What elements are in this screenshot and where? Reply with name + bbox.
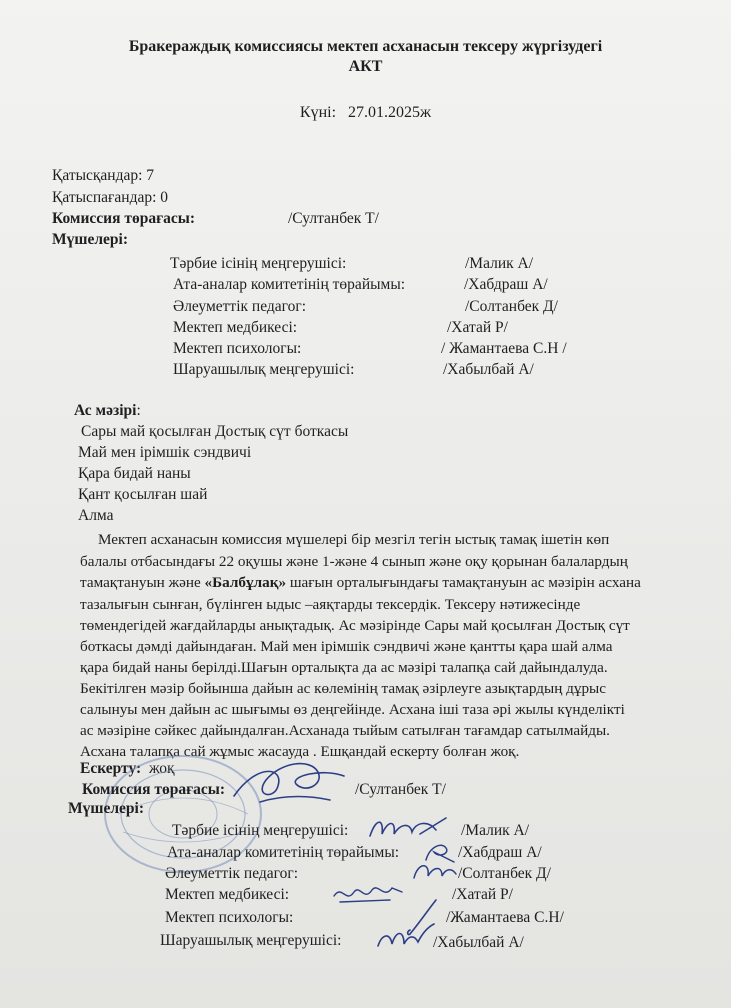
- report-line: Мектеп асханасын комиссия мүшелері бір мезгіл тегін ыстық тамақ ішетін көп: [98, 531, 610, 548]
- report-line: салынуы мен дайын ас шығымы өз деңгейінде. Асхана іші таза әрі жылы күнделікті: [80, 701, 625, 718]
- date-label: Күні:: [299, 104, 337, 121]
- member-name: / Жамантаева С.Н /: [441, 340, 567, 357]
- member-name: /Солтанбек Д/: [465, 298, 558, 315]
- report-line-part: шағын орталығындағы тамақтануын ас мәзірін асхана: [289, 574, 641, 591]
- member-name: /Малик А/: [465, 255, 534, 272]
- member-role: Мектеп медбикесі:: [173, 319, 298, 336]
- chair-label: Комиссия төрағасы:: [52, 210, 196, 227]
- member-role: Мектеп психологы:: [173, 340, 302, 357]
- member-name: /Хабдраш А/: [458, 844, 542, 861]
- member-role: Шаруашылық меңгерушісі:: [160, 932, 342, 949]
- member-role: Тәрбие ісінің меңгерушісі:: [172, 822, 349, 839]
- note-value: жоқ: [148, 760, 175, 777]
- report-line: Бекітілген мәзір бойынша дайын ас көлемінің тамақ әзірлеуге азықтардың дұрыс: [80, 680, 606, 697]
- member-name: /Хатай Р/: [447, 319, 508, 336]
- report-line: Асхана талапқа сай жұмыс жасауда . Ешқандай ескерту болған жоқ.: [80, 743, 520, 760]
- menu-item: Қант қосылған шай: [78, 486, 208, 503]
- member-name: /Солтанбек Д/: [458, 865, 551, 882]
- report-line-part: тамақтануын және: [80, 574, 201, 591]
- chair-name: /Султанбек Т/: [288, 210, 379, 227]
- menu-heading: [74, 402, 141, 420]
- member-role: Мектеп медбикесі:: [165, 886, 290, 903]
- member-role: Мектеп психологы:: [165, 909, 294, 926]
- member-signature: [374, 920, 438, 956]
- member-name: /Малик А/: [461, 822, 530, 839]
- report-line: боткасы дәмді дайындаған. Май мен ірімшік сэндвичі және қантты қара шай алма: [80, 638, 613, 655]
- members-label: Мүшелері:: [68, 800, 145, 817]
- report-line: қара бидай наны берілді.Шағын орталықта да ас мәзірі талапқа сай дайындалуда.: [80, 659, 608, 676]
- chair-name: /Султанбек Т/: [355, 781, 446, 798]
- member-name: /Хабылбай А/: [433, 934, 524, 951]
- member-role: Тәрбие ісінің меңгерушісі:: [170, 255, 347, 272]
- menu-item: Қара бидай наны: [78, 465, 191, 482]
- member-signature: [330, 878, 406, 908]
- menu-item: Сары май қосылған Достық сүт боткасы: [81, 423, 349, 440]
- chair-label: Комиссия төрағасы:: [82, 781, 226, 798]
- chair-signature: [226, 756, 356, 808]
- menu-label-colon: :: [136, 402, 141, 419]
- member-role: Шаруашылық меңгерушісі:: [173, 361, 355, 378]
- member-name: /Хатай Р/: [452, 886, 513, 903]
- member-signature: [410, 858, 460, 886]
- member-role: Ата-аналар комитетінің төрайымы:: [167, 844, 400, 861]
- menu-item: Алма: [78, 507, 114, 524]
- date-value: 27.01.2025ж: [348, 104, 432, 121]
- absent-count: Қатыспағандар: 0: [52, 189, 169, 206]
- report-line: ас мәзіріне сәйкес дайындалған.Асханада тыйым сатылған тағамдар сатылмайды.: [80, 722, 610, 739]
- menu-label: Ас мәзірі: [74, 402, 137, 419]
- report-line: төмендегідей жағдайларды анықтадық. Ас мәзірінде Сары май қосылған Достық сүт: [80, 617, 630, 634]
- report-highlight: «Балбұлақ»: [204, 574, 287, 591]
- present-count: Қатысқандар: 7: [52, 167, 155, 184]
- report-line: [80, 574, 641, 592]
- note-label: Ескерту:: [80, 760, 142, 777]
- members-label: Мүшелері:: [52, 231, 129, 248]
- member-role: Әлеуметтік педагог:: [165, 865, 299, 882]
- member-name: /Хабылбай А/: [443, 361, 534, 378]
- member-name: /Жамантаева С.Н/: [446, 909, 564, 926]
- document-subtitle: АКТ: [348, 58, 383, 75]
- menu-item: Май мен ірімшік сэндвичі: [78, 444, 252, 461]
- report-line: балалы отбасындағы 22 оқушы және 1-және 4 сынып және оқу қорынан балалардың: [80, 553, 628, 570]
- document-title: Бракераждық комиссиясы мектеп асханасын тексеру жүргізудегі: [128, 38, 603, 55]
- member-role: Ата-аналар комитетінің төрайымы:: [173, 276, 406, 293]
- document-date: [0, 104, 731, 122]
- member-role: Әлеуметтік педагог:: [173, 298, 307, 315]
- report-line: тазалығын сынған, бүлінген ыдыс –аяқтарды тексердік. Тексеру нәтижесінде: [80, 596, 581, 613]
- member-name: /Хабдраш А/: [464, 276, 548, 293]
